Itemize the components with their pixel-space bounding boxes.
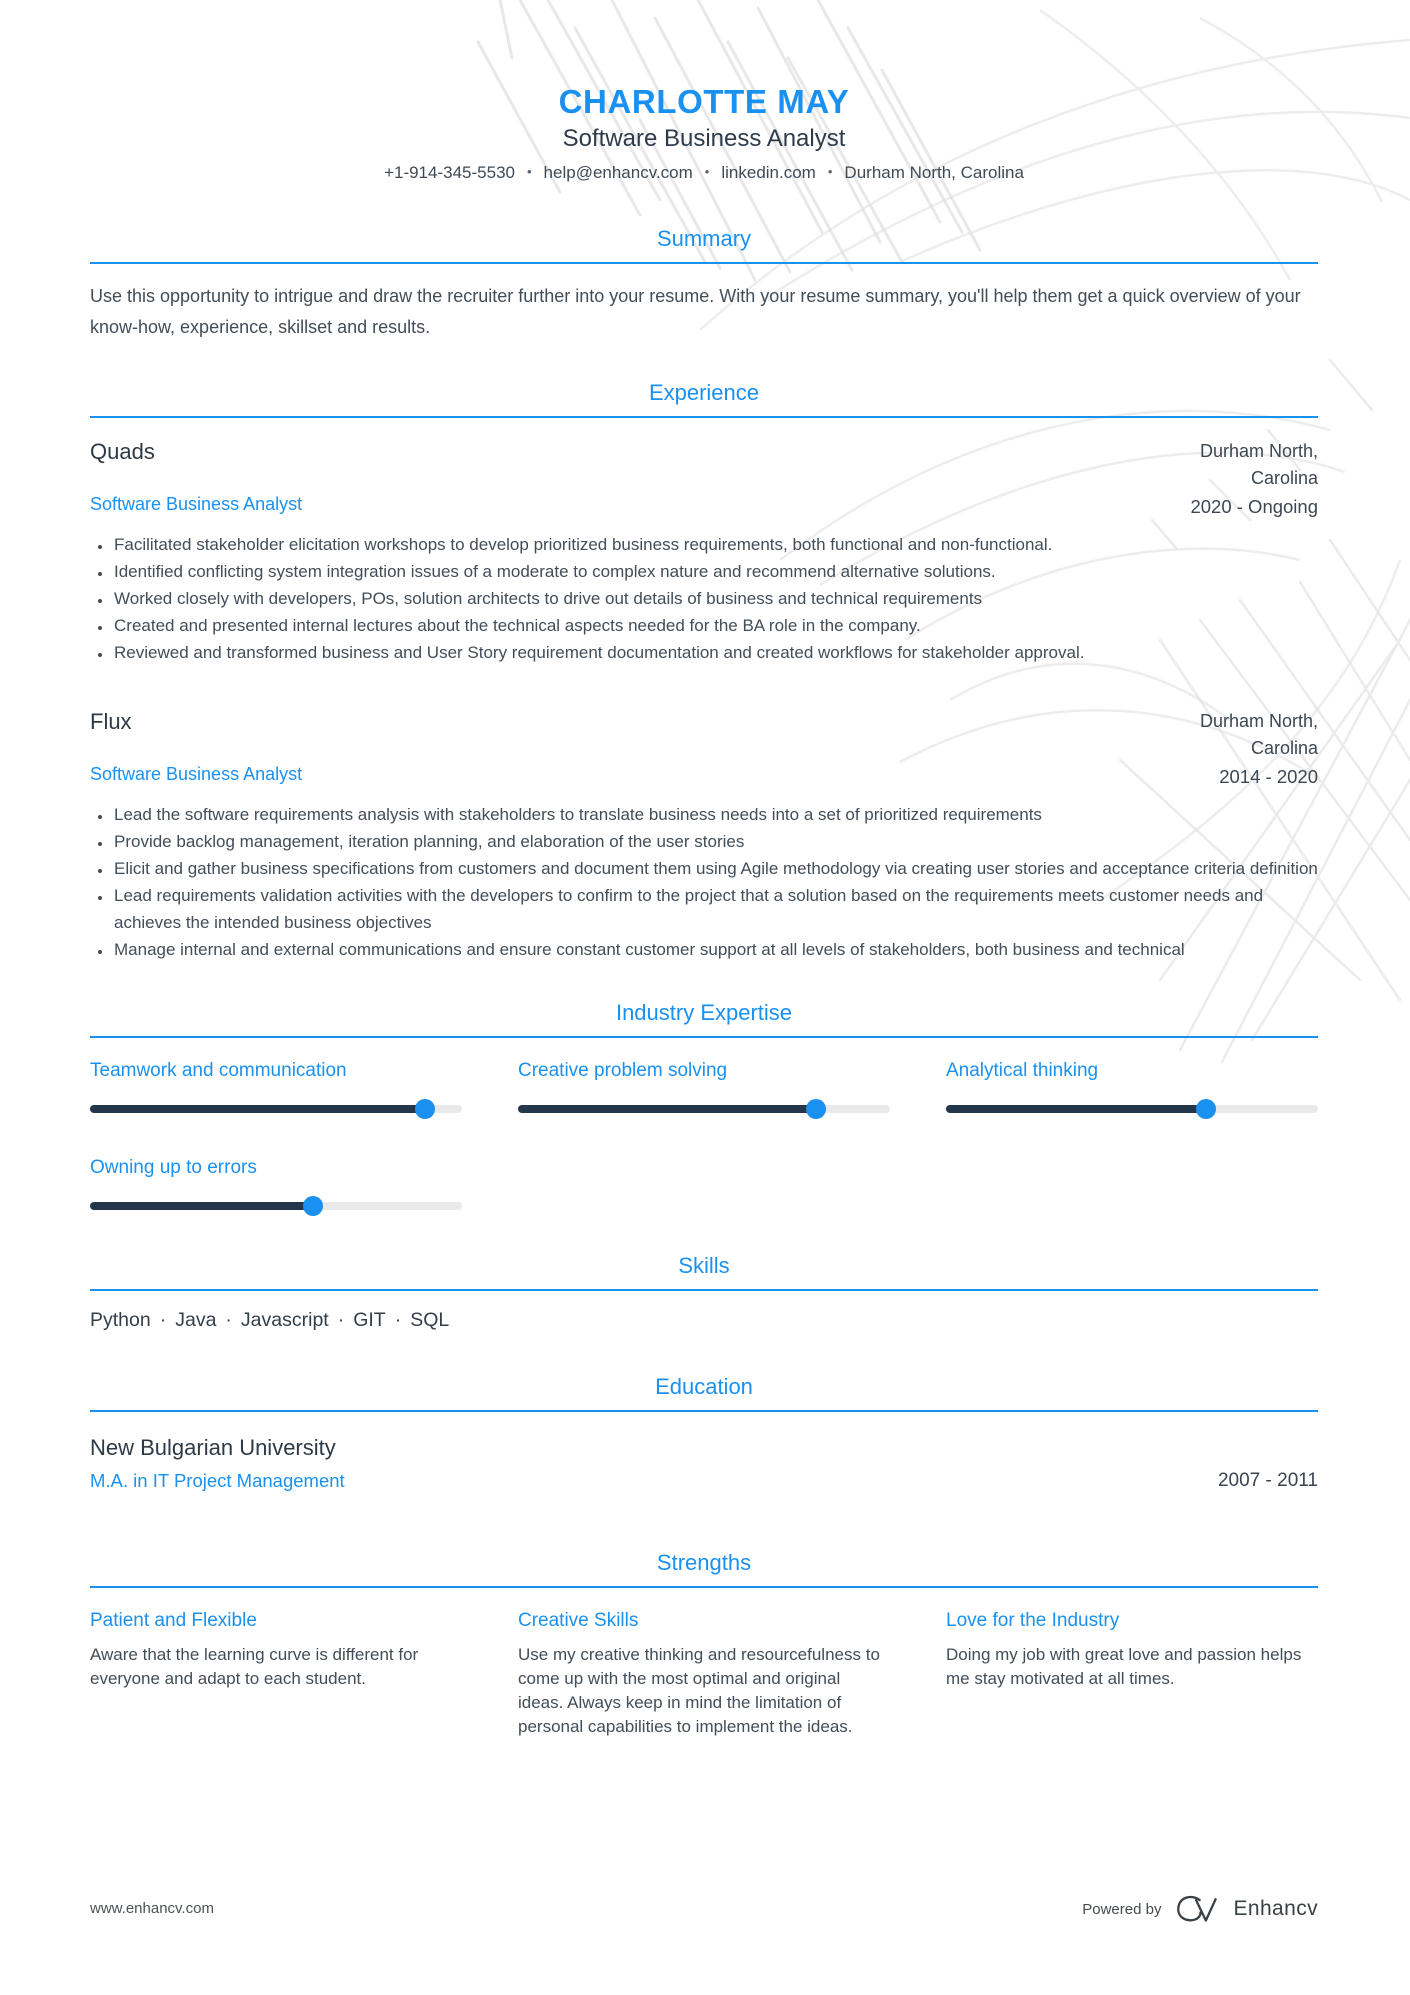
skills-list bbox=[90, 1307, 1318, 1333]
job-bullet: • Lead the software requirements analysis with stakeholders to translate business needs into a set of prioritized requirements bbox=[112, 801, 1318, 828]
education-dates: 2007 - 2011 bbox=[1217, 1470, 1318, 1491]
strength-title: Patient and Flexible bbox=[90, 1610, 257, 1631]
expertise-slider bbox=[90, 1099, 462, 1119]
company-name: Quads bbox=[90, 439, 155, 464]
strength-title: Creative Skills bbox=[518, 1610, 639, 1631]
section-rule bbox=[90, 1036, 1318, 1038]
expertise-label: Analytical thinking bbox=[946, 1060, 1099, 1081]
experience-job bbox=[90, 708, 1318, 963]
slider-fill bbox=[90, 1105, 425, 1113]
candidate-title: Software Business Analyst bbox=[562, 125, 846, 152]
candidate-name: CHARLOTTE MAY bbox=[558, 83, 850, 120]
section-rule bbox=[90, 1410, 1318, 1412]
expertise-item bbox=[518, 1058, 890, 1119]
slider-fill bbox=[518, 1105, 816, 1113]
skill-item: GIT bbox=[353, 1309, 386, 1331]
slider-thumb bbox=[1196, 1099, 1216, 1119]
job-bullet-list bbox=[90, 531, 1318, 666]
job-location: Durham North, Carolina bbox=[1199, 441, 1318, 488]
slider-thumb bbox=[806, 1099, 826, 1119]
job-bullet: • Created and presented internal lectures about the technical aspects needed for the BA role in the company. bbox=[112, 612, 1318, 639]
job-bullet: • Facilitated stakeholder elicitation workshops to develop prioritized business requirements, both functional and non-functional. bbox=[112, 531, 1318, 558]
strengths-grid bbox=[90, 1608, 1318, 1739]
job-role: Software Business Analyst bbox=[90, 494, 303, 514]
section-heading-summary: Summary bbox=[656, 226, 752, 251]
site-link[interactable]: www.enhancv.com bbox=[90, 1900, 214, 1917]
powered-by bbox=[1082, 1893, 1318, 1925]
skill-separator: · bbox=[337, 1309, 345, 1331]
expertise-slider bbox=[90, 1196, 462, 1216]
resume-content bbox=[90, 0, 1318, 1739]
job-dates: 2020 - Ongoing bbox=[1190, 496, 1318, 517]
contact-line bbox=[90, 160, 1318, 185]
enhancv-wordmark: Enhancv bbox=[1233, 1897, 1318, 1920]
slider-thumb bbox=[303, 1196, 323, 1216]
section-rule bbox=[90, 1289, 1318, 1291]
strength-text: Use my creative thinking and resourcefulness to come up with the most optimal and original ideas. Always keep in mind the limitation of personal capabilities to implement the ideas. bbox=[518, 1645, 880, 1736]
section-rule bbox=[90, 1586, 1318, 1588]
expertise-item bbox=[90, 1155, 462, 1216]
degree-name: M.A. in IT Project Management bbox=[90, 1470, 345, 1491]
expertise-slider bbox=[518, 1099, 890, 1119]
section-strengths bbox=[90, 1549, 1318, 1739]
skill-item: Python bbox=[90, 1309, 151, 1331]
job-bullet: • Lead requirements validation activities with the developers to confirm to the project that a solution based on the requirements meets customer needs and achieves the intended business objectives bbox=[112, 882, 1318, 936]
skill-separator: · bbox=[225, 1309, 232, 1331]
section-rule bbox=[90, 416, 1318, 418]
contact-phone: +1-914-345-5530 bbox=[384, 163, 515, 182]
slider-thumb bbox=[415, 1099, 435, 1119]
header bbox=[90, 0, 1318, 185]
job-dates: 2014 - 2020 bbox=[1219, 766, 1318, 787]
job-left-column bbox=[90, 708, 302, 789]
section-heading-skills: Skills bbox=[678, 1253, 730, 1278]
skill-separator: · bbox=[159, 1309, 167, 1331]
job-role: Software Business Analyst bbox=[90, 764, 303, 784]
expertise-grid bbox=[90, 1058, 1318, 1216]
strength-item bbox=[946, 1608, 1318, 1739]
job-bullet: • Manage internal and external communications and ensure constant customer support at all levels of stakeholders, both business and technical bbox=[112, 936, 1318, 963]
separator-dot: • bbox=[827, 164, 833, 179]
section-education bbox=[90, 1373, 1318, 1493]
job-bullet: • Worked closely with developers, POs, solution architects to drive out details of business and technical requirements bbox=[112, 585, 1318, 612]
expertise-label: Teamwork and communication bbox=[90, 1060, 347, 1081]
strength-text: Doing my job with great love and passion helps me stay motivated at all times. bbox=[946, 1645, 1302, 1688]
contact-email[interactable]: help@enhancv.com bbox=[543, 163, 693, 182]
section-experience bbox=[90, 379, 1318, 963]
experience-job bbox=[90, 438, 1318, 666]
slider-track bbox=[90, 1105, 462, 1113]
section-heading-strengths: Strengths bbox=[656, 1550, 752, 1575]
job-left-column bbox=[90, 438, 302, 519]
job-right-column bbox=[1128, 708, 1318, 789]
page-footer bbox=[90, 1893, 1318, 1925]
powered-by-label: Powered by bbox=[1082, 1900, 1162, 1918]
section-summary bbox=[90, 225, 1318, 343]
contact-linkedin[interactable]: linkedin.com bbox=[721, 163, 816, 182]
skill-separator: · bbox=[394, 1309, 402, 1331]
job-header bbox=[90, 708, 1318, 789]
job-header bbox=[90, 438, 1318, 519]
separator-dot: • bbox=[704, 164, 710, 179]
section-skills bbox=[90, 1252, 1318, 1333]
slider-track bbox=[518, 1105, 890, 1113]
skill-item: Java bbox=[175, 1309, 217, 1331]
slider-fill bbox=[90, 1202, 313, 1210]
expertise-item bbox=[90, 1058, 462, 1119]
section-heading-education: Education bbox=[655, 1374, 753, 1399]
expertise-slider bbox=[946, 1099, 1318, 1119]
company-name: Flux bbox=[90, 709, 132, 734]
slider-track bbox=[90, 1202, 462, 1210]
job-right-column bbox=[1128, 438, 1318, 519]
job-bullet: • Provide backlog management, iteration planning, and elaboration of the user stories bbox=[112, 828, 1318, 855]
section-heading-industry-expertise: Industry Expertise bbox=[615, 1000, 793, 1025]
expertise-label: Creative problem solving bbox=[518, 1060, 728, 1081]
skill-item: SQL bbox=[410, 1309, 450, 1331]
summary-text: Use this opportunity to intrigue and draw the recruiter further into your resume. With your resume summary, you'll help them get a quick overview of your know-how, experience, skillset and results. bbox=[90, 286, 1301, 337]
job-bullet: • Elicit and gather business specifications from customers and document them using Agile methodology via creating user stories and acceptance criteria definition bbox=[112, 855, 1318, 882]
strength-title: Love for the Industry bbox=[946, 1610, 1120, 1631]
job-location: Durham North, Carolina bbox=[1199, 711, 1318, 758]
section-heading-experience: Experience bbox=[648, 380, 760, 405]
job-bullet: • Identified conflicting system integration issues of a moderate to complex nature and recommend alternative solutions. bbox=[112, 558, 1318, 585]
enhancv-logo-icon bbox=[1174, 1893, 1220, 1925]
section-rule bbox=[90, 262, 1318, 264]
expertise-label: Owning up to errors bbox=[90, 1157, 257, 1178]
expertise-item bbox=[946, 1058, 1318, 1119]
strength-text: Aware that the learning curve is different for everyone and adapt to each student. bbox=[90, 1645, 419, 1688]
section-industry-expertise bbox=[90, 999, 1318, 1216]
job-bullet-list bbox=[90, 801, 1318, 963]
strength-item bbox=[518, 1608, 890, 1739]
slider-fill bbox=[946, 1105, 1206, 1113]
education-degree-row bbox=[90, 1469, 1318, 1493]
job-bullet: • Reviewed and transformed business and User Story requirement documentation and created workflows for stakeholder approval. bbox=[112, 639, 1318, 666]
strength-item bbox=[90, 1608, 462, 1739]
separator-dot: • bbox=[526, 164, 532, 179]
slider-track bbox=[946, 1105, 1318, 1113]
school-name: New Bulgarian University bbox=[90, 1435, 336, 1460]
contact-location: Durham North, Carolina bbox=[844, 163, 1024, 182]
skill-item: Javascript bbox=[240, 1309, 329, 1331]
